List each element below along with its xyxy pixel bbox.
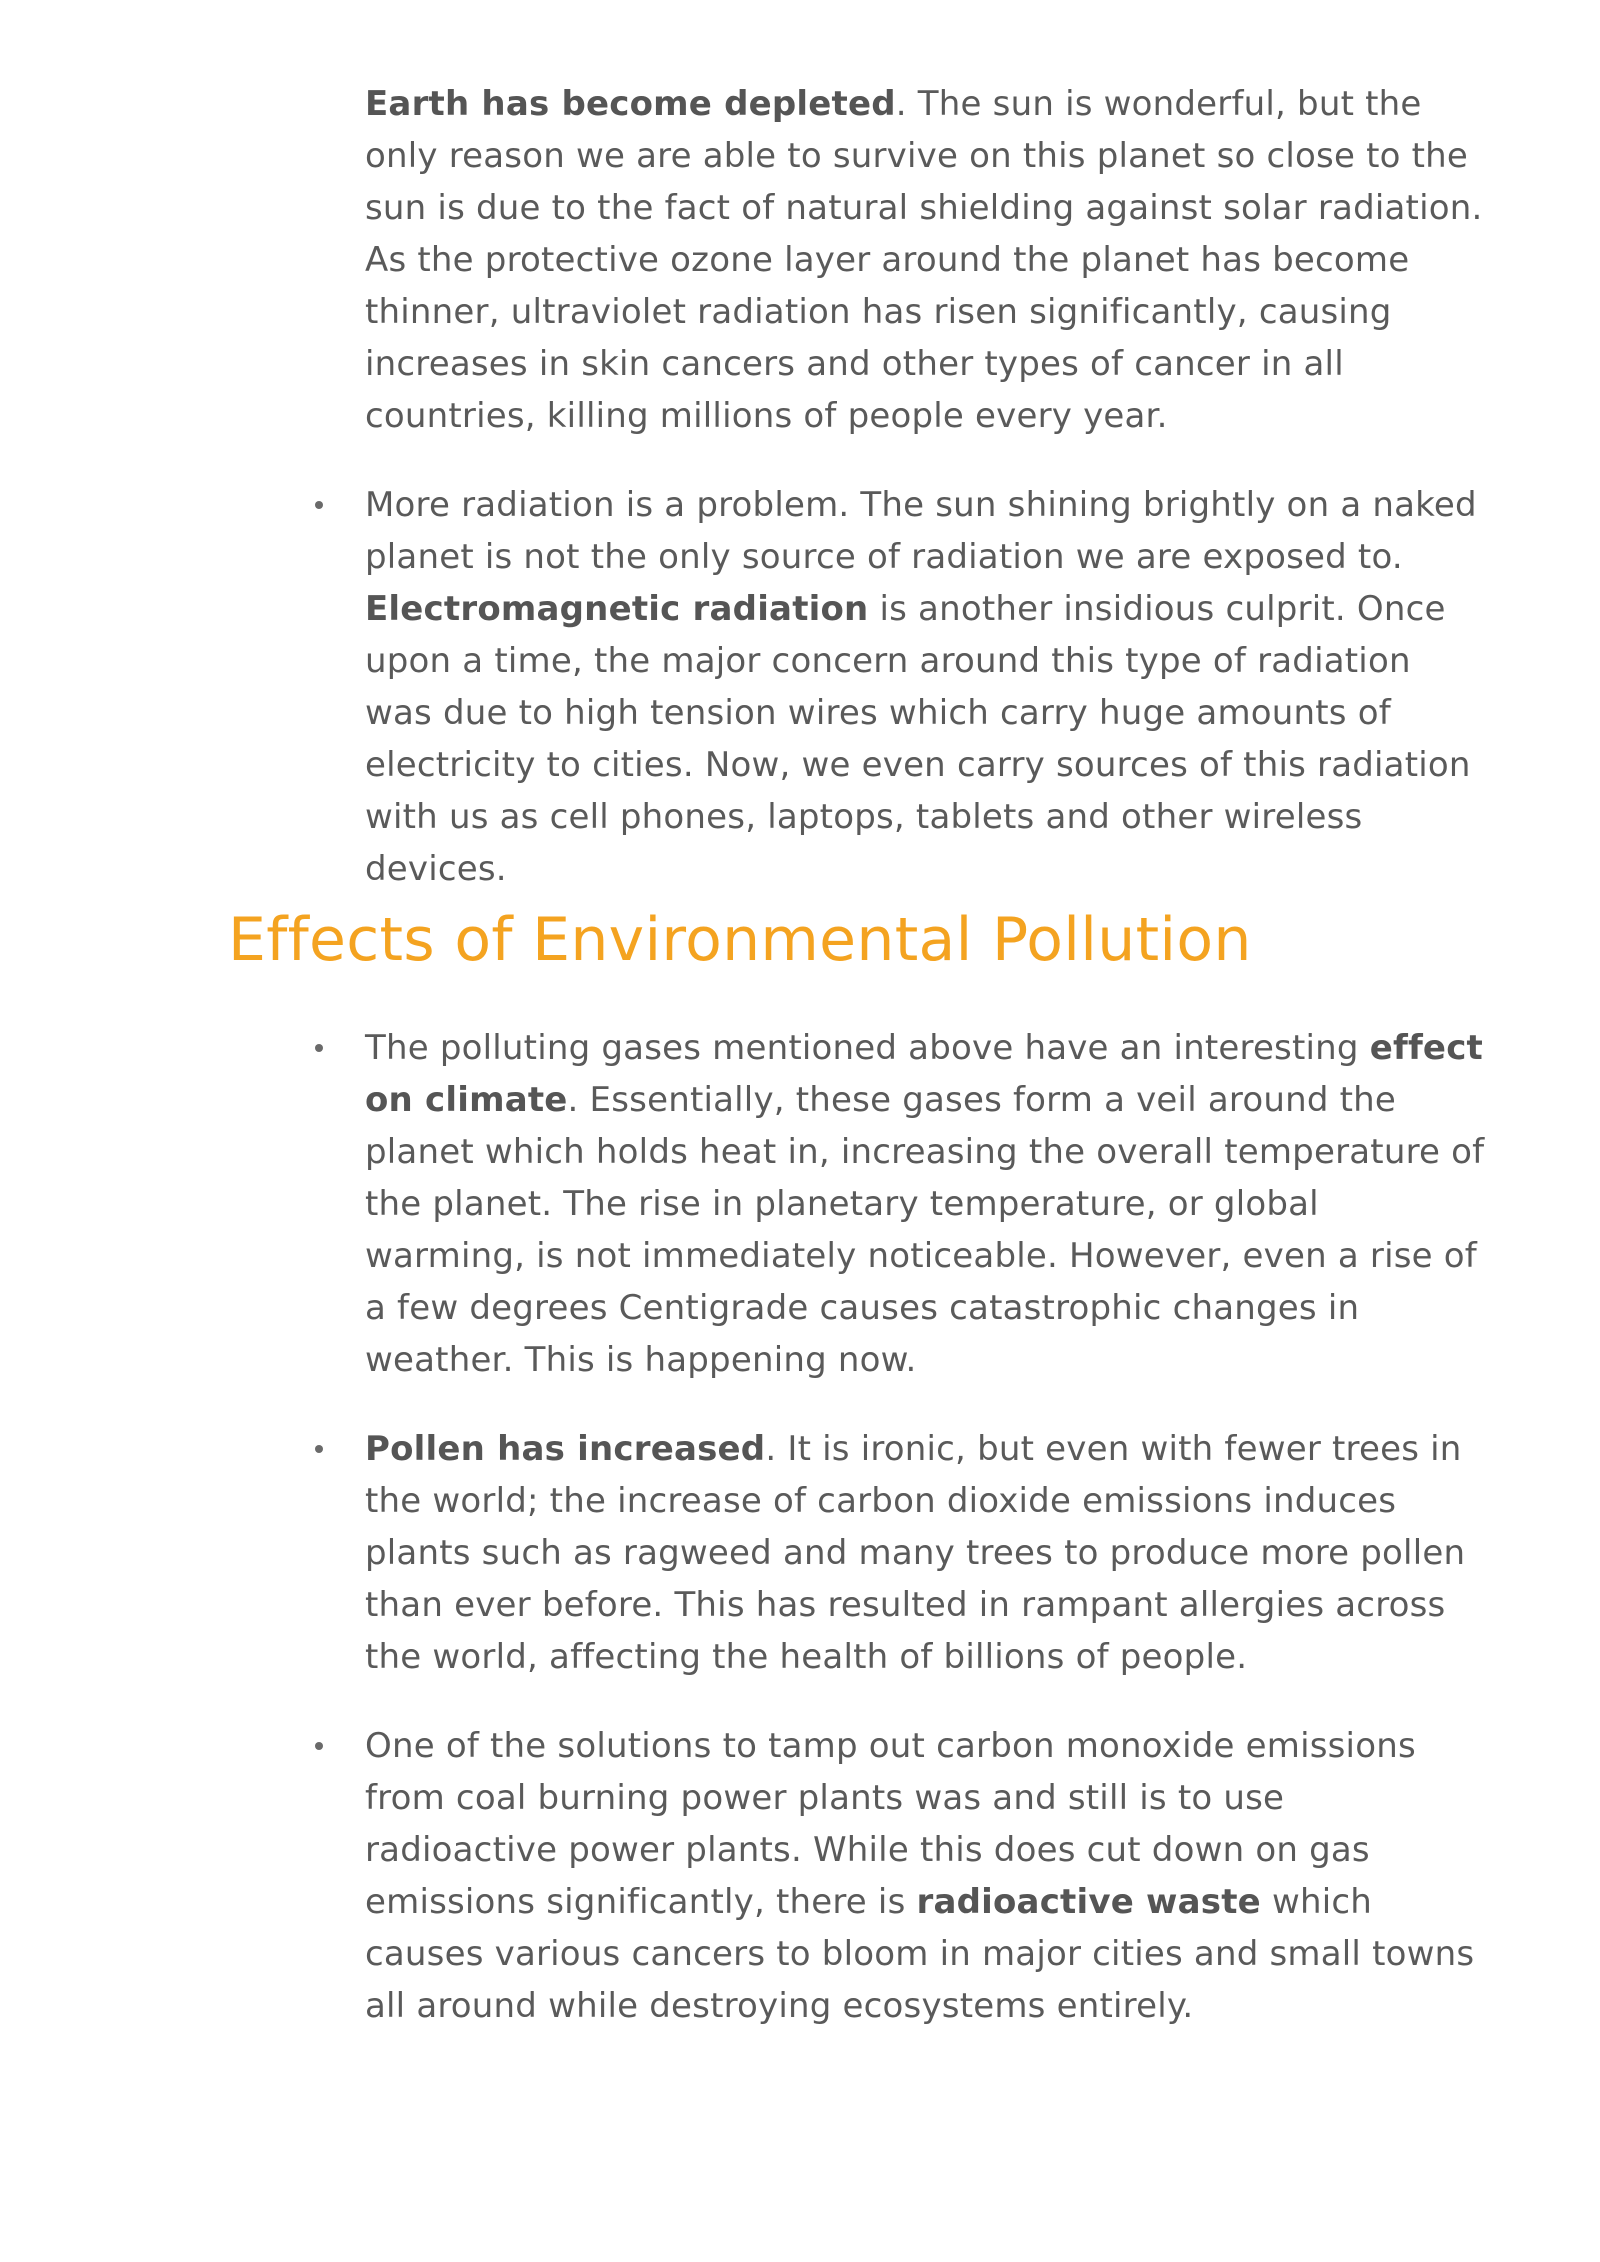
bold-phrase: Electromagnetic radiation [365, 589, 869, 629]
text-run: . Essentially, these gases form a veil around the planet which holds heat in, increasing the overall temperature of the planet. The rise in planetary temperature, or global warming, is not immediately noticeable. However, even a rise of a few degrees Centigrade causes catastrophic changes in weather. This is happening now. [365, 1080, 1485, 1380]
text-run: The polluting gases mentioned above have an interesting [365, 1028, 1370, 1068]
text-run: is another insidious culprit. Once upon a time, the major concern around this type of radiation was due to high tension wires which carry huge amounts of electricity to cities. Now, we even carry sources of this radiation with us as cell phones, laptops, tablets and other wireless devices. [365, 589, 1471, 889]
bold-phrase: Earth has become depleted [365, 84, 896, 124]
text-run: More radiation is a problem. The sun shining brightly on a naked planet is not the only source of radiation we are exposed to. [365, 485, 1477, 577]
list-item-radiation [365, 479, 1485, 895]
text-run: which causes various cancers to bloom in major cities and small towns all around while destroying ecosystems entirely. [365, 1882, 1475, 2026]
bold-phrase: effect on climate [365, 1028, 1483, 1120]
text-run: . It is ironic, but even with fewer trees in the world; the increase of carbon dioxide emissions induces plants such as ragweed and many trees to produce more pollen than ever before. This has resulted in rampant allergies across the world, affecting the health of billions of people. [365, 1429, 1466, 1677]
text-run: One of the solutions to tamp out carbon monoxide emissions from coal burning power plants was and still is to use radioactive power plants. While this does cut down on gas emissions significantly, there is [365, 1726, 1416, 1922]
bullet-icon [315, 1044, 323, 1052]
paragraph [365, 479, 1485, 895]
bullet-icon [315, 1742, 323, 1750]
paragraph [365, 1022, 1485, 1386]
bold-phrase: Pollen has increased [365, 1429, 766, 1469]
bold-phrase: radioactive waste [916, 1882, 1261, 1922]
text-run: . The sun is wonderful, but the only reason we are able to survive on this planet so close to the sun is due to the fact of natural shielding against solar radiation. As the protective ozone layer around the planet has become thinner, ultraviolet radiation has risen significantly, causing increases in skin cancers and other types of cancer in all countries, killing millions of people every year. [365, 84, 1483, 436]
paragraph [365, 1423, 1485, 1683]
paragraph [365, 78, 1485, 442]
bullet-icon [315, 501, 323, 509]
paragraph [365, 1720, 1485, 2032]
section-heading: Effects of Environmental Pollution [228, 905, 1252, 975]
bullet-icon [315, 1445, 323, 1453]
list-item-pollen [365, 1423, 1485, 1683]
list-item-climate [365, 1022, 1485, 1386]
list-item-radioactive [365, 1720, 1485, 2032]
list-item-ozone [365, 78, 1485, 442]
